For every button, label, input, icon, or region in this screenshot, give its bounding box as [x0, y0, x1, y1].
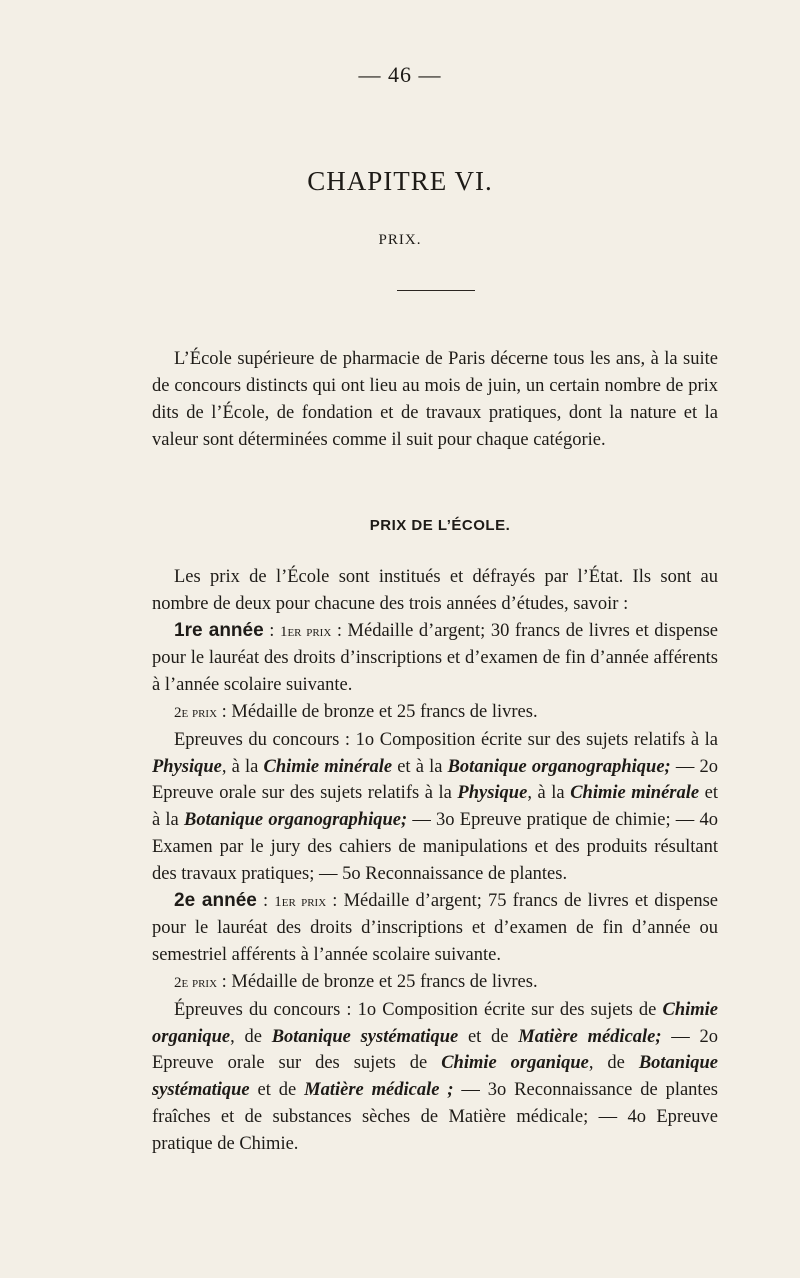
year2-prize1-label: 1er prix [274, 893, 327, 910]
chapter-subtitle: PRIX. [378, 232, 422, 248]
year1-prize2-text: : Médaille de bronze et 25 francs de livres. [221, 701, 538, 722]
year2-sep1: , de [230, 1026, 272, 1047]
year2-prize1-paragraph: 2e année : 1er prix : Médaille d’argent; 75 francs de livres et dispense pour le lauréat des droits d’inscriptions et d’examen de fin d’année ou semestriel afférents à l’année scolaire suivante. [152, 889, 719, 966]
year1-label: 1re année [174, 619, 264, 641]
title-divider [397, 290, 475, 291]
year1-prize2-label: 2e prix [174, 704, 218, 721]
section-lead: Les prix de l’École sont institués et défrayés par l’État. Ils sont au nombre de deux pour chacune des trois années d’études, savoir : [152, 567, 718, 614]
year1-physique: Physique [152, 756, 222, 777]
year2-sep4: et de [249, 1080, 305, 1101]
page-number: — 46 — [358, 62, 442, 87]
year1-prize1-text: : Médaille d’argent; 30 francs de livres et dispense pour le lauréat des droits d’inscriptions et d’examen de fin d’année afférents à l’année scolaire suivante. [152, 620, 719, 696]
intro-text: L’École supérieure de pharmacie de Paris décerne tous les ans, à la suite de concours distincts qui ont lieu au mois de juin, un certain nombre de prix dits de l’École, de fondation et de travaux pratiques, dont la nature et la valeur sont déterminées comme il suit pour chaque catégorie. [152, 349, 718, 450]
year2-sep2: et de [458, 1026, 519, 1047]
year1-prize1-label: 1er prix [279, 623, 332, 640]
year2-prize2-label: 2e prix [174, 974, 218, 991]
year2-botanique-syst: Botanique systématique [271, 1026, 459, 1047]
year1-sep1: , à la [221, 756, 264, 777]
year1-sep2: et à la [392, 756, 448, 777]
year1-epreuves-b: — 2o Epreuve orale sur des sujets relatifs à la [152, 756, 718, 804]
year1-chimie-minerale-2: Chimie minérale [570, 783, 700, 804]
chapter-title: CHAPITRE VI. [307, 166, 493, 196]
year2-chimie-organique: Chimie organique [152, 999, 718, 1047]
year2-matiere-medicale: Matière médicale; [518, 1026, 662, 1047]
year1-prize2-paragraph [152, 699, 718, 727]
year1-botanique-organo: Botanique organographique; [447, 756, 671, 777]
year2-botanique-syst-2: Botanique systématique [152, 1053, 718, 1101]
year1-sep3: , à la [527, 783, 571, 804]
year1-epreuves-a: Epreuves du concours : 1o Composition écrite sur des sujets relatifs à la [174, 729, 718, 750]
year2-epreuves-b: — 2o Epreuve orale sur des sujets de [152, 1026, 719, 1074]
year2-epreuves-c: — 3o Reconnaissance de plantes fraîches et de substances sèches de Matière médicale; — 4o Epreuve pratique de Chimie. [152, 1080, 718, 1154]
year2-prize2-text: : Médaille de bronze et 25 francs de livres. [221, 971, 538, 992]
year1-epreuves-paragraph [152, 727, 718, 888]
section-body [152, 564, 718, 1158]
year1-prize1-paragraph: 1re année : 1er prix : Médaille d’argent; 30 francs de livres et dispense pour le lauréat des droits d’inscriptions et d’examen de fin d’année afférents à l’année scolaire suivante. [152, 619, 719, 696]
year1-physique-2: Physique [457, 783, 528, 804]
year2-sep3: , de [588, 1053, 639, 1074]
year1-chimie-minerale: Chimie minérale [263, 756, 393, 777]
year2-prize1-text: : Médaille d’argent; 75 francs de livres et dispense pour le lauréat des droits d’inscriptions et d’examen de fin d’année ou semestriel afférents à l’année scolaire suivante. [152, 890, 719, 966]
year2-matiere-medicale-2: Matière médicale ; [304, 1080, 454, 1101]
section-heading: PRIX DE L’ÉCOLE. [369, 517, 511, 534]
year1-sep4: et à la [152, 783, 719, 831]
year2-chimie-organique-2: Chimie organique [441, 1053, 589, 1074]
year2-epreuves-paragraph [152, 997, 718, 1158]
intro-paragraph [152, 346, 718, 454]
year2-label: 2e année [174, 889, 257, 911]
year1-botanique-organo-2: Botanique organographique; [183, 810, 408, 831]
year2-epreuves-a: Épreuves du concours : 1o Composition écrite sur des sujets de [174, 999, 663, 1020]
year1-epreuves-c: — 3o Epreuve pratique de chimie; — 4o Examen par le jury des cahiers de manipulations et des produits résultant des travaux pratiques; — 5o Reconnaissance de plantes. [152, 810, 719, 884]
year2-prize2-paragraph [152, 969, 718, 997]
